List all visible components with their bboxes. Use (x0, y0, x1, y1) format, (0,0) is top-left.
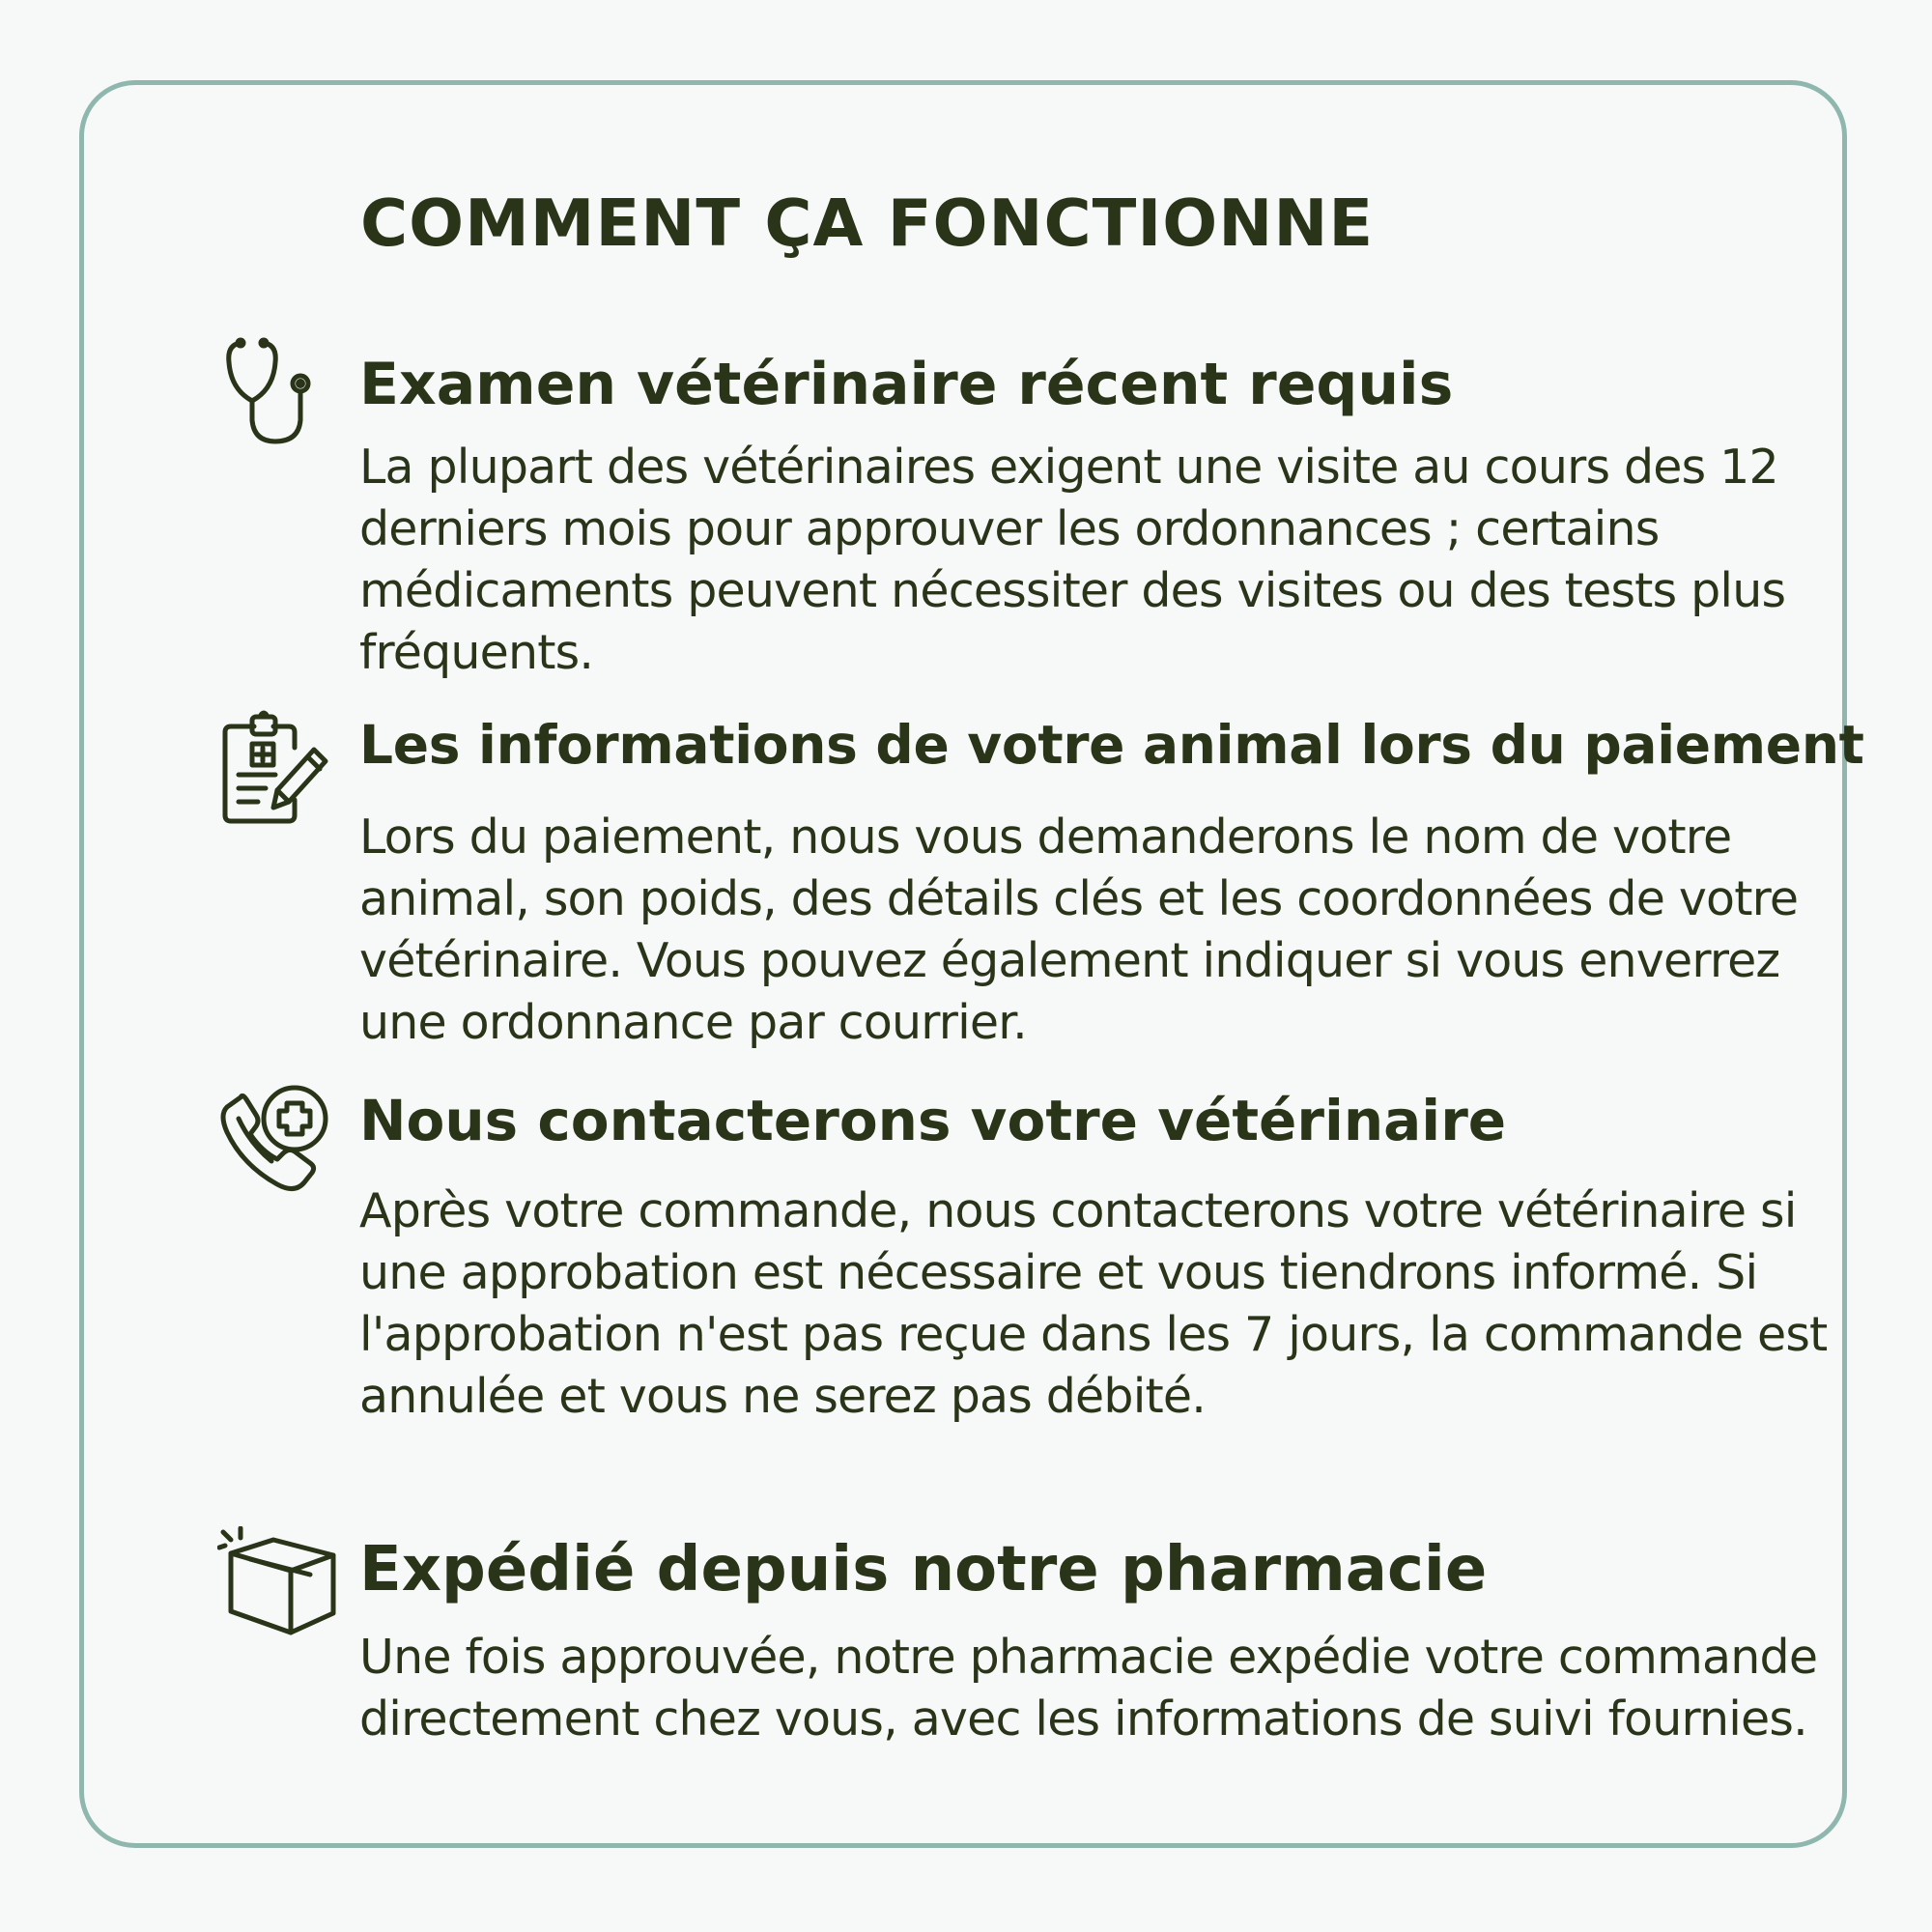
page-title: COMMENT ÇA FONCTIONNE (360, 185, 1375, 261)
step-body: Une fois approuvée, notre pharmacie expédie votre commande directement chez vous, avec les informations de suivi fournies. (359, 1630, 1818, 1747)
medical-clipboard-icon (217, 705, 338, 826)
phone-medical-icon (217, 1080, 338, 1201)
package-box-icon (217, 1526, 338, 1647)
step-body: Après votre commande, nous contacterons votre vétérinaire si une approbation est nécessaire et vous tiendrons informé. Si l'approbation n'est pas reçue dans les 7 jours, la commande est annulée et vous ne serez pas débité. (359, 1183, 1828, 1424)
step-heading: Nous contacterons votre vétérinaire (359, 1088, 1507, 1153)
step-heading: Les informations de votre animal lors du paiement (359, 714, 1864, 776)
step-body: La plupart des vétérinaires exigent une visite au cours des 12 derniers mois pour approuver les ordonnances ; certains médicaments peuvent nécessiter des visites ou des tests plus fréquents. (359, 440, 1786, 680)
stethoscope-icon (217, 333, 338, 454)
step-body: Lors du paiement, nous vous demanderons le nom de votre animal, son poids, des détails clés et les coordonnées de votre vétérinaire. Vous pouvez également indiquer si vous enverrez une ordonnance par courrier. (359, 810, 1799, 1050)
step-heading: Examen vétérinaire récent requis (359, 351, 1454, 418)
step-heading: Expédié depuis notre pharmacie (359, 1534, 1488, 1605)
